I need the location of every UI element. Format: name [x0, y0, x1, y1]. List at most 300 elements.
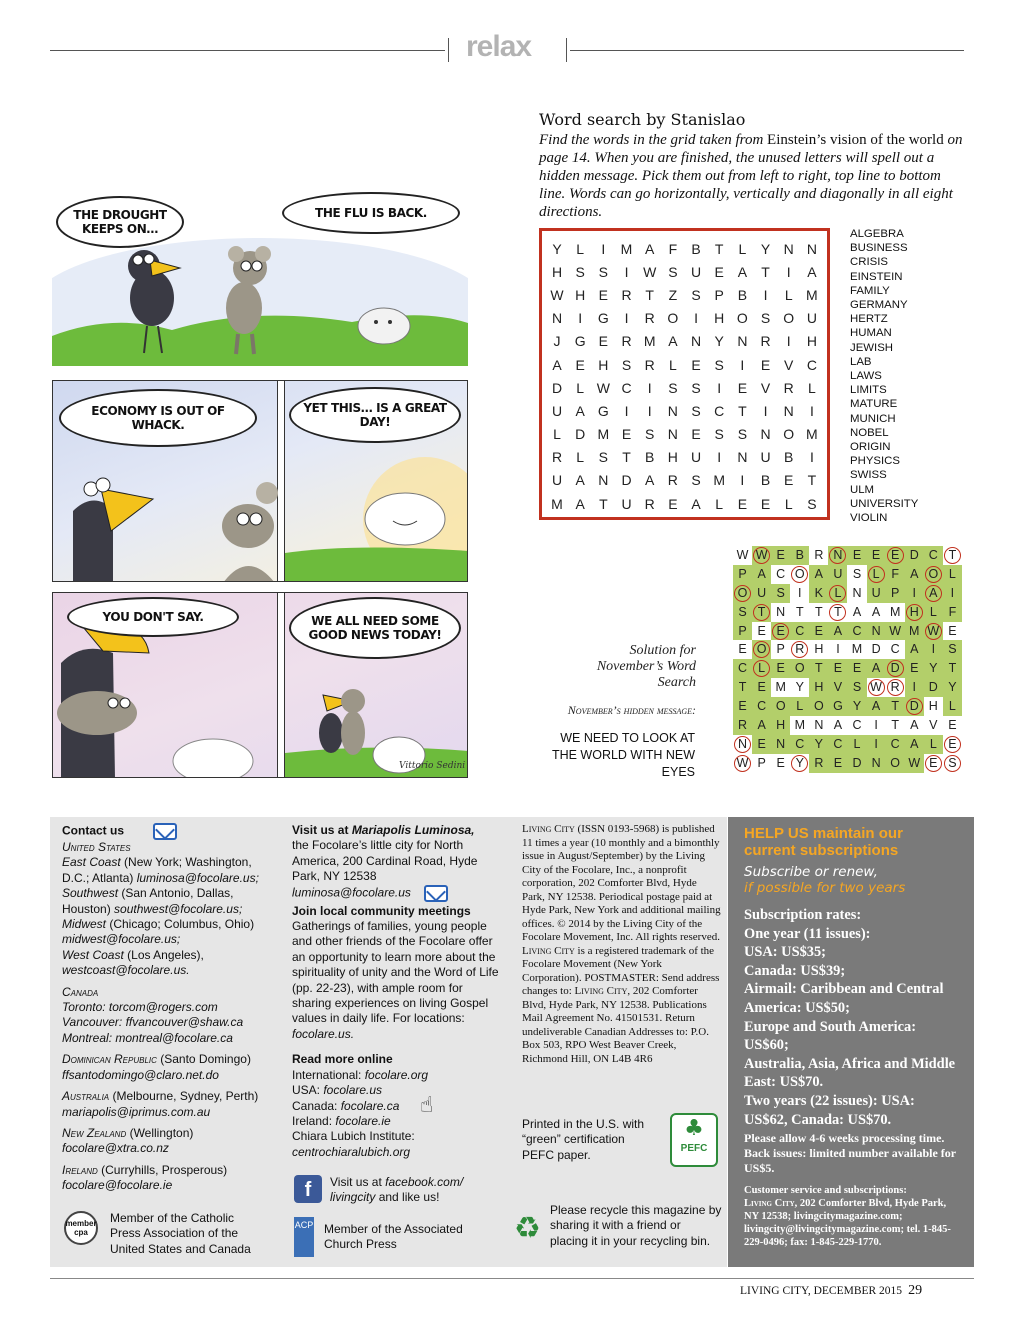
grid-letter: H — [806, 333, 817, 350]
grid-letter: F — [668, 240, 678, 257]
solution-letter: Y — [924, 659, 943, 678]
grid-letter: S — [691, 472, 701, 489]
grid-letter: R — [783, 379, 794, 396]
solution-letter: P — [757, 755, 766, 770]
grid-letter: R — [551, 449, 563, 466]
grid-letter: N — [737, 449, 748, 466]
solution-letter: H — [905, 603, 924, 622]
solution-letter: E — [867, 546, 886, 565]
solution-letter: Y — [943, 678, 962, 697]
solution-letter: H — [771, 716, 790, 735]
grid-letter: I — [717, 449, 722, 466]
email-southwest[interactable]: southwest@focolare.us; — [114, 901, 243, 916]
grid-letter: U — [551, 472, 563, 489]
mouse-figure — [222, 482, 278, 582]
grid-letter: I — [809, 449, 814, 466]
contact-heading: Contact us — [62, 823, 125, 838]
word-list-item: UNIVERSITY — [850, 497, 919, 510]
grid-letter: N — [806, 240, 817, 257]
solution-letter: P — [776, 642, 785, 657]
grid-letter: L — [553, 426, 561, 443]
page-footer — [740, 1283, 922, 1299]
stone-figure — [365, 493, 445, 545]
grid-letter: I — [809, 402, 814, 419]
facebook-icon[interactable]: f — [294, 1175, 322, 1203]
solution-letter: T — [809, 659, 828, 678]
grid-letter: I — [694, 310, 698, 327]
hand-cursor-icon: ☝ — [420, 1093, 434, 1118]
solution-letter: E — [847, 659, 866, 678]
grid-letter: I — [601, 240, 606, 257]
solution-row — [733, 565, 962, 584]
solution-letter: L — [847, 735, 866, 754]
grid-letter: S — [760, 310, 771, 327]
solution-letter: T — [891, 718, 899, 733]
grid-letter: I — [647, 402, 652, 419]
grid-letter: I — [717, 379, 722, 396]
grid-letter: A — [575, 472, 585, 489]
rate-line: USA: US$35; — [744, 944, 826, 961]
grid-letter: A — [691, 495, 701, 512]
grid-letter: E — [668, 495, 678, 512]
grid-letter: H — [667, 449, 678, 466]
solution-letter: A — [852, 604, 862, 619]
solution-letter: T — [943, 659, 962, 678]
solution-letter: H — [928, 699, 938, 714]
rate-line: Australia, Asia, Africa and Middle East: US$70. — [744, 1055, 956, 1091]
grid-letter: G — [597, 310, 609, 327]
solution-letter: B — [790, 546, 809, 565]
grid-letter: A — [807, 263, 817, 280]
solution-row — [733, 697, 962, 716]
grid-letter: A — [645, 472, 655, 489]
grid-letter: H — [575, 286, 586, 303]
grid-letter: T — [714, 240, 724, 257]
word-list-item: CRISIS — [850, 256, 888, 269]
cpa-logo: member cpa — [64, 1211, 98, 1245]
solution-letter: I — [836, 642, 840, 657]
contact-us-label: United States — [62, 840, 131, 854]
grid-letter: S — [691, 379, 701, 396]
solution-letter: I — [874, 718, 878, 733]
grid-letter: E — [598, 286, 609, 303]
solution-letter: D — [847, 754, 866, 773]
solution-letter: O — [790, 565, 809, 584]
grid-letter: I — [786, 263, 791, 280]
solution-letter: O — [752, 640, 771, 659]
solution-letter: E — [948, 718, 957, 733]
read-heading: Read more online — [292, 1052, 393, 1067]
grid-letter: E — [691, 426, 701, 443]
processing-note: Please allow 4-6 weeks processing time. Back issues: limited number available for US$5. — [744, 1131, 956, 1176]
grid-letter: N — [551, 310, 563, 327]
link-locations[interactable]: focolare.us. — [292, 1026, 355, 1041]
solution-letter: S — [943, 754, 962, 773]
solution-letter: A — [833, 718, 843, 733]
pefc-logo: ♣ PEFC — [670, 1113, 718, 1167]
grid-letter: P — [714, 286, 724, 303]
word-list-item: FAMILY — [850, 284, 890, 297]
rate-line: Subscription rates: — [744, 907, 862, 923]
grid-letter: I — [624, 263, 629, 280]
solution-letter: E — [847, 546, 866, 565]
email-montreal[interactable]: Montreal: montreal@focolare.ca — [62, 1030, 233, 1045]
grid-row — [546, 376, 823, 399]
grid-letter: L — [784, 495, 793, 512]
grid-letter: S — [598, 449, 609, 466]
solution-letter: L — [943, 697, 962, 716]
solution-letter: Y — [790, 754, 809, 773]
grid-letter: S — [807, 495, 817, 512]
solution-letter: I — [798, 585, 802, 600]
solution-letter: W — [905, 754, 924, 773]
link-ireland[interactable]: focolare.ie — [335, 1113, 391, 1128]
facebook-promo: f Visit us at facebook.com/ livingcity and like us! — [294, 1175, 506, 1206]
grid-letter: L — [784, 286, 793, 303]
word-list-item: ULM — [850, 483, 875, 496]
grid-row — [546, 446, 823, 469]
grid-letter: E — [737, 379, 748, 396]
tree-icon: ♣ — [684, 1116, 704, 1141]
solution-letter: N — [814, 718, 824, 733]
grid-letter: N — [667, 426, 678, 443]
solution-letter: E — [924, 754, 943, 773]
link-canada[interactable]: focolare.ca — [340, 1098, 400, 1113]
solution-letter: R — [886, 678, 905, 697]
grid-letter: B — [645, 449, 655, 466]
grid-letter: T — [807, 472, 817, 489]
grid-letter: Z — [668, 286, 678, 303]
solution-letter: A — [905, 735, 924, 754]
cpa-member — [64, 1211, 276, 1257]
solution-letter: I — [943, 584, 962, 603]
comic-panel-3 — [52, 592, 468, 778]
solution-letter: K — [809, 584, 828, 603]
email-midwest[interactable]: midwest@focolare.us; — [62, 932, 181, 947]
word-list-item: NOBEL — [850, 426, 889, 439]
grid-row — [546, 399, 823, 422]
solution-letter: A — [828, 622, 847, 641]
grid-letter: I — [624, 310, 629, 327]
rate-line: Europe and South America: US$60; — [744, 1018, 917, 1054]
email-dominican[interactable]: ffsantodomingo@claro.net.do — [62, 1067, 219, 1082]
solution-letter: O — [771, 697, 790, 716]
link-usa[interactable]: focolare.us — [323, 1083, 383, 1098]
speech-bubble-4: YET THIS… IS A GREAT DAY! — [289, 387, 461, 443]
solution-letter: E — [771, 659, 790, 678]
solution-row — [733, 754, 962, 773]
grid-letter: I — [786, 333, 791, 350]
word-list-item: HERTZ — [850, 313, 888, 326]
grid-letter: B — [760, 472, 771, 489]
solution-row — [733, 735, 962, 754]
solution-letter: A — [867, 697, 886, 716]
solution-letter: R — [733, 716, 752, 735]
grid-letter: E — [760, 356, 771, 373]
grid-letter: B — [691, 240, 701, 257]
solution-letter: N — [733, 735, 752, 754]
solution-letter: H — [814, 642, 824, 657]
acp-logo: ACP — [294, 1217, 314, 1257]
hidden-message: WE NEED TO LOOK AT THE WORLD WITH NEW EYES — [551, 731, 695, 779]
rate-line: One year (11 issues): — [744, 925, 871, 942]
solution-letter: T — [886, 697, 905, 716]
grid-letter: A — [575, 402, 585, 419]
solution-row — [733, 678, 962, 697]
solution-letter: I — [905, 584, 924, 603]
grid-letter: I — [578, 310, 583, 327]
grid-letter: E — [760, 495, 771, 512]
grid-letter: I — [740, 356, 745, 373]
solution-letter: Y — [809, 735, 828, 754]
solution-letter: E — [771, 546, 790, 565]
grid-letter: V — [784, 356, 794, 373]
solution-letter: L — [752, 659, 771, 678]
solution-letter: W — [886, 622, 905, 641]
grid-letter: U — [690, 263, 702, 280]
rate-line: Airmail: Caribbean and Central America: US$50; — [744, 981, 944, 1016]
solution-row — [733, 622, 962, 641]
solution-row — [733, 584, 962, 603]
rate-line: Two years (22 issues): USA: US$62, Canada: US$70. — [744, 1092, 915, 1128]
grid-letter: M — [620, 240, 633, 257]
solution-letter: H — [809, 678, 828, 697]
grid-letter: I — [740, 472, 745, 489]
solution-letter: M — [905, 622, 924, 641]
grid-letter: J — [553, 333, 561, 350]
grid-letter: W — [550, 286, 564, 303]
grid-letter: H — [714, 310, 725, 327]
grid-letter: W — [643, 263, 657, 280]
link-facebook[interactable]: facebook.com/ livingcity — [330, 1175, 464, 1205]
grid-letter: S — [668, 379, 678, 396]
header-rule-right — [570, 50, 964, 51]
grid-letter: S — [598, 263, 609, 280]
hidden-message-label: November’s hidden message: — [567, 703, 696, 717]
solution-letter: E — [828, 754, 847, 773]
grid-letter: S — [575, 263, 585, 280]
solution-letter: P — [886, 584, 905, 603]
solution-row — [733, 640, 962, 659]
solution-letter: L — [790, 697, 809, 716]
solution-letter: T — [752, 603, 771, 622]
grid-letter: O — [783, 426, 795, 443]
solution-letter: T — [795, 604, 804, 619]
solution-letter: E — [738, 642, 747, 657]
grid-letter: M — [551, 495, 563, 512]
visit-column: Visit us at Mariapolis Luminosa, the Focolare’s little city for North America, 200 Cardinal Road, Hyde Park, NY 12538 luminosa@focolare.us Join local community meetings Gatherings of families, young people and other friends of the Focolare offer an opportunity to learn more about the spirituality of unity and the Word of Life (pp. 22-23), with ample room for sharing experiences on living Gospel values in daily life. For locations: focolare.us. Read more online International: focolare.org USA: focolare.us Canada: focolare.ca Ireland: focolare.ie Chiara Lubich Institute: centrochiaralubich.org — [292, 823, 499, 1159]
solution-letter: O — [733, 584, 752, 603]
solution-letter: Y — [795, 680, 804, 695]
subscription-rates — [744, 906, 958, 1129]
word-list-item: BUSINESS — [850, 242, 908, 255]
speech-bubble-2: THE FLU IS BACK. — [282, 192, 460, 234]
wordsearch-grid — [539, 228, 830, 520]
grid-letter: A — [552, 356, 562, 373]
grid-letter: E — [621, 426, 632, 443]
grid-letter: S — [691, 402, 701, 419]
grid-letter: R — [644, 356, 655, 373]
recycle-note: Please recycle this magazine by sharing it with a friend or placing it in your recycling bin. — [550, 1203, 722, 1248]
link-international[interactable]: focolare.org — [364, 1067, 429, 1082]
solution-letter: L — [828, 584, 847, 603]
email-ireland[interactable]: focolare@focolare.ie — [62, 1178, 173, 1193]
stone-figure — [358, 308, 410, 344]
solution-letter: D — [905, 546, 924, 565]
email-toronto[interactable]: Toronto: torcom@rogers.com — [62, 1000, 218, 1015]
solution-letter: S — [852, 566, 862, 581]
grid-row — [546, 283, 823, 306]
grid-letter: B — [784, 449, 794, 466]
solution-row — [733, 603, 962, 622]
speech-bubble-6: WE ALL NEED SOME GOOD NEWS TODAY! — [289, 597, 461, 659]
contact-canada-label: Canada — [62, 984, 99, 999]
grid-letter: L — [807, 379, 816, 396]
solution-letter: W — [752, 546, 771, 565]
grid-letter: N — [737, 333, 748, 350]
solution-letter: S — [847, 678, 866, 697]
grid-letter: O — [736, 310, 748, 327]
solution-letter: R — [790, 640, 809, 659]
solution-row — [733, 546, 962, 565]
grid-letter: S — [621, 356, 632, 373]
grid-letter: T — [599, 495, 608, 512]
solution-row — [733, 716, 962, 735]
solution-letter: G — [828, 697, 847, 716]
word-list-item: ALGEBRA — [850, 228, 904, 240]
grid-letter: E — [575, 356, 585, 373]
solution-letter: A — [867, 659, 886, 678]
grid-letter: D — [621, 472, 632, 489]
solution-grid — [733, 546, 962, 773]
grid-letter: V — [760, 379, 771, 396]
artist-signature: Vittorio Sedini — [399, 761, 466, 771]
solution-letter: Y — [847, 697, 866, 716]
grid-letter: A — [645, 240, 655, 257]
grid-letter: I — [763, 402, 768, 419]
solution-letter: L — [924, 603, 943, 622]
solution-letter: E — [943, 735, 962, 754]
word-list-item: MATURE — [850, 398, 898, 411]
grid-letter: G — [597, 402, 609, 419]
grid-letter: U — [551, 402, 563, 419]
word-list-item: SWISS — [850, 469, 887, 482]
solution-letter: C — [828, 735, 847, 754]
acp-member — [294, 1217, 506, 1257]
solution-letter: A — [752, 565, 771, 584]
info-footer — [50, 817, 727, 1267]
grid-row — [546, 492, 823, 515]
grid-letter: E — [714, 263, 724, 280]
join-heading: Join local community meetings — [292, 903, 471, 918]
grid-row — [546, 469, 823, 492]
contact-column: Contact us United States East Coast (New York; Washington, D.C.; Atlanta) luminosa@focolare.us; Southwest (San Antonio, Dallas, Houston) southwest@focolare.us; Midwest (Chicago; Columbus, Ohio) midwest@focolare.us; West Coast (Los Angeles), westcoast@focolare.us. Canada Toronto: torcom@rogers.com Vancouver: ffvancouver@shaw.ca Montreal: montreal@focolare.ca Dominican Republic (Santo Domingo) ffsantodomingo@claro.net.do Australia (Melbourne, Sydney, Perth) mariapolis@iprimus.com.au New Zealand (Wellington) focolare@xtra.co.nz Ireland (Curryhills, Prosperous) focolare@focolare.ie — [62, 823, 259, 1193]
cpa-text: Member of the Catholic Press Association of the United States and Canada — [110, 1211, 251, 1256]
solution-letter: M — [851, 642, 863, 657]
grid-letter: O — [667, 310, 679, 327]
solution-letter: A — [809, 565, 828, 584]
grid-letter: C — [621, 379, 632, 396]
grid-letter: T — [645, 286, 654, 303]
grid-letter: N — [760, 426, 771, 443]
solution-label: Solution for November’s Word Search — [596, 643, 696, 690]
solution-letter: I — [867, 735, 886, 754]
email-australia[interactable]: mariapolis@iprimus.com.au — [62, 1104, 211, 1119]
solution-letter: E — [905, 659, 924, 678]
solution-letter: D — [886, 659, 905, 678]
solution-letter: M — [794, 718, 805, 733]
solution-letter: C — [790, 735, 809, 754]
email-newzealand[interactable]: focolare@xtra.co.nz — [62, 1141, 169, 1156]
grid-letter: E — [784, 472, 794, 489]
solution-letter: O — [790, 659, 809, 678]
solution-letter: S — [771, 584, 790, 603]
solution-letter: W — [924, 622, 943, 641]
grid-row — [546, 423, 823, 446]
solution-letter: U — [828, 565, 847, 584]
solution-letter: P — [733, 622, 752, 641]
email-westcoast[interactable]: westcoast@focolare.us. — [62, 963, 190, 978]
grid-letter: U — [806, 310, 817, 327]
grid-letter: H — [598, 356, 609, 373]
solution-letter: C — [924, 546, 943, 565]
grid-letter: W — [596, 379, 610, 396]
solution-letter: C — [790, 622, 809, 641]
solution-letter: A — [905, 565, 924, 584]
solution-letter: L — [924, 735, 943, 754]
grid-letter: E — [737, 495, 748, 512]
solution-letter: T — [943, 546, 962, 565]
grid-letter: I — [624, 402, 629, 419]
link-chiara-lubich[interactable]: centrochiaralubich.org — [292, 1144, 411, 1159]
solution-letter: R — [814, 548, 824, 562]
grid-letter: N — [783, 402, 794, 419]
grid-letter: R — [760, 333, 771, 350]
grid-letter: T — [738, 402, 747, 419]
printed-note: Printed in the U.S. with “green” certification PEFC paper. — [522, 1117, 645, 1162]
grid-letter: M — [806, 286, 818, 303]
grid-letter: A — [575, 495, 585, 512]
solution-letter: M — [889, 604, 901, 619]
solution-letter: N — [771, 735, 790, 754]
solution-letter: C — [752, 697, 771, 716]
email-luminosa[interactable]: luminosa@focolare.us — [292, 885, 411, 900]
grid-letter: R — [644, 495, 655, 512]
grid-letter: B — [737, 286, 748, 303]
solution-letter: A — [905, 640, 924, 659]
solution-letter: E — [776, 755, 785, 770]
grid-row — [546, 330, 823, 353]
email-east[interactable]: luminosa@focolare.us; — [136, 870, 259, 885]
solution-letter: E — [733, 697, 752, 716]
solution-letter: C — [886, 735, 905, 754]
grid-letter: R — [621, 286, 632, 303]
grid-letter: S — [645, 426, 655, 443]
solution-letter: D — [924, 678, 943, 697]
grid-letter: U — [760, 449, 771, 466]
word-list-item: LAWS — [850, 370, 882, 383]
solution-letter: F — [886, 565, 905, 584]
grid-letter: S — [668, 263, 678, 280]
customer-service: Customer service and subscriptions: Living City, 202 Comforter Blvd, Hyde Park, NY 12538; livingcitymagazine.com; livingcity@livingcitymagazine.com; tel. 1-845-229-0496; fax: 1-845-229-1770. — [744, 1185, 951, 1249]
wordsearch-title: Word search by Stanislao — [539, 110, 746, 129]
solution-letter: F — [943, 603, 962, 622]
speech-bubble-1: THE DROUGHT KEEPS ON… — [56, 196, 184, 248]
email-vancouver[interactable]: Vancouver: ffvancouver@shaw.ca — [62, 1015, 244, 1030]
solution-letter: E — [752, 735, 771, 754]
solution-row — [733, 659, 962, 678]
grid-letter: N — [690, 333, 702, 350]
